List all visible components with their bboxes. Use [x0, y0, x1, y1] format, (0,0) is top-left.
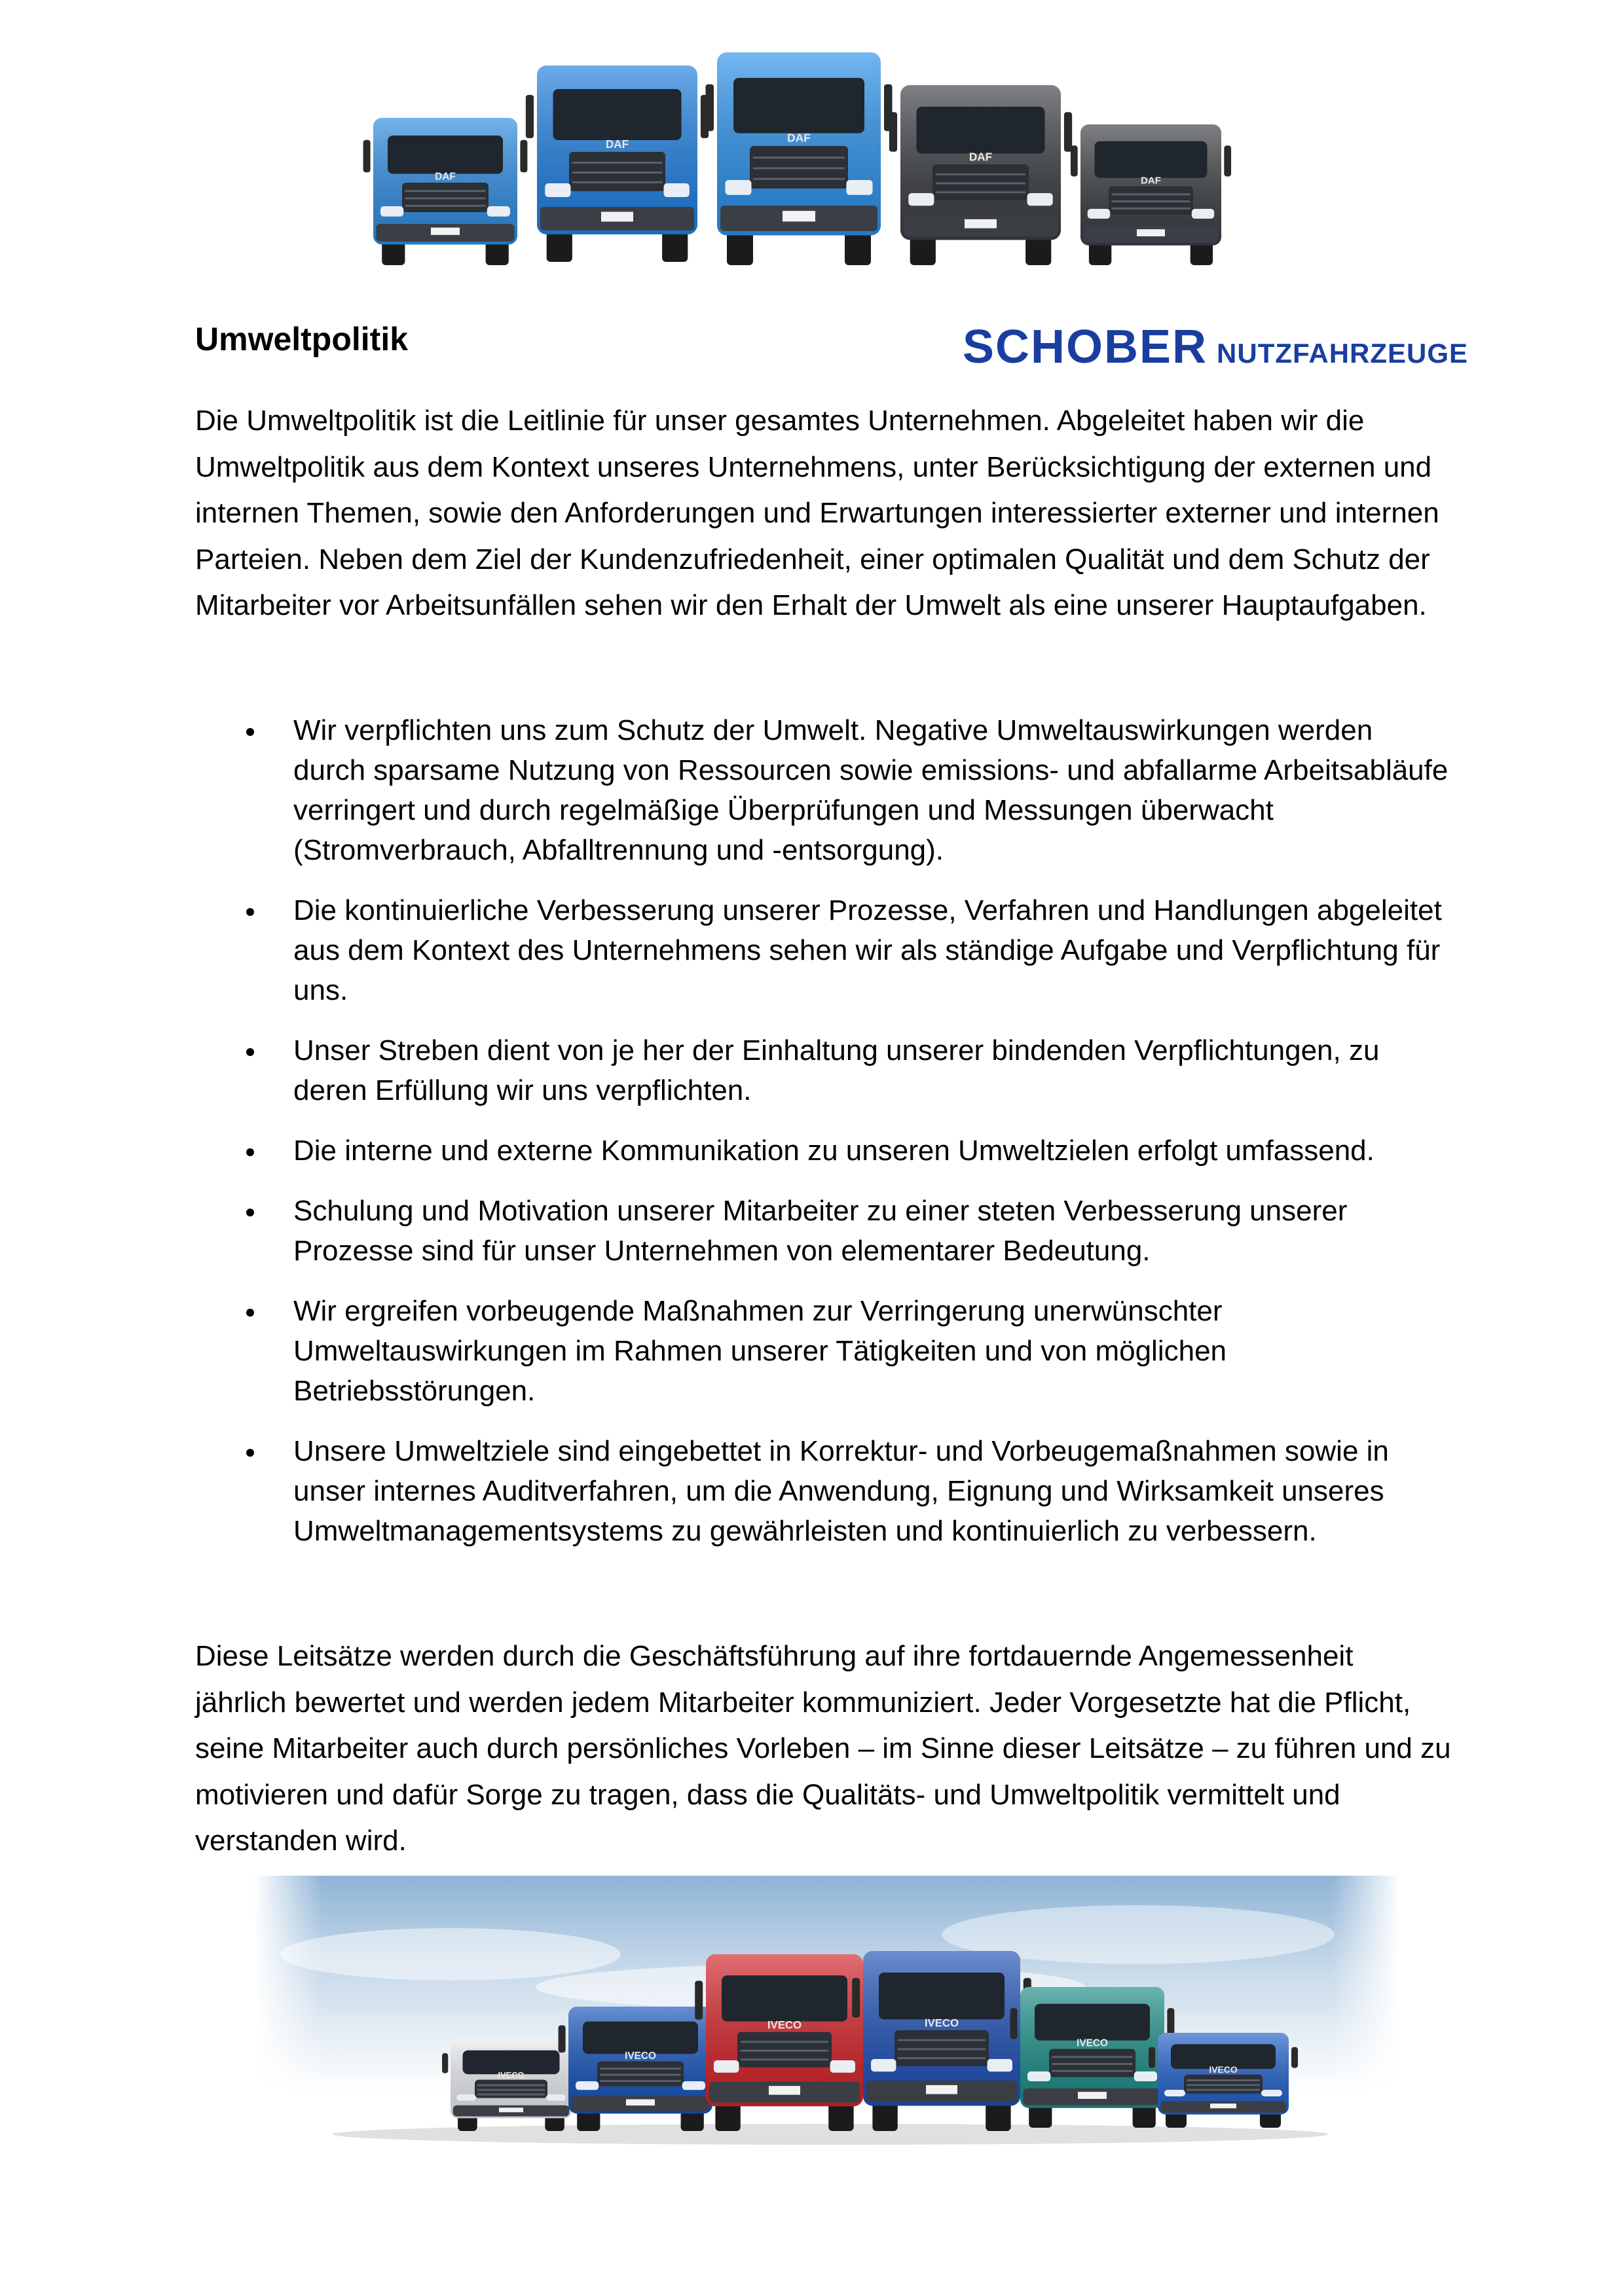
policy-bullet-list [195, 710, 1452, 1571]
list-item [195, 1030, 1452, 1110]
bullet-dot [246, 728, 254, 736]
intro-paragraph: Die Umweltpolitik ist die Leitlinie für unser gesamtes Unternehmen. Abgeleitet haben wir die Umweltpolitik aus dem Kontext unseres Unternehmens, unter Berücksichtigung der externen und internen Themen, sowie den Anforderungen und Erwartungen interessierter externer und internen Parteien. Neben dem Ziel der Kundenzufriedenheit, einer optimalen Qualität und dem Schutz der Mitarbeiter vor Arbeitsunfällen sehen wir den Erhalt der Umwelt als eine unserer Hauptaufgaben. [195, 405, 1439, 621]
list-item-text: Die interne und externe Kommunikation zu unseren Umweltzielen erfolgt umfassend. [293, 1135, 1375, 1167]
truck-front [706, 52, 893, 265]
truck-front [889, 85, 1072, 265]
list-item-text: Die kontinuierliche Verbesserung unserer Prozesse, Verfahren und Handlungen abgeleitet aus dem Kontext des Unternehmens sehen wir als ständige Aufgabe und Verpflichtung für uns. [293, 894, 1442, 1006]
list-item-text: Unsere Umweltziele sind eingebettet in Korrektur- und Vorbeugemaßnahmen sowie in unser internes Auditverfahren, um die Anwendung, Eignung und Wirksamkeit unseres Umweltmanagementsystems zu gewährleisten und kontinuierlich zu verbessern. [293, 1435, 1389, 1547]
svg-text:IVECO: IVECO [924, 2016, 959, 2030]
svg-text:IVECO: IVECO [1209, 2064, 1238, 2075]
logo-main-text: SCHOBER [963, 321, 1208, 373]
list-item-text: Wir verpflichten uns zum Schutz der Umwelt. Negative Umweltauswirkungen werden durch sparsame Nutzung von Ressourcen sowie emissions- und abfallarme Arbeitsabläufe verringert und durch regelmäßige Überprüfungen und Messungen überwacht (Stromverbrauch, Abfalltrennung und -entsorgung). [293, 714, 1449, 866]
truck-front [695, 1954, 874, 2131]
truck-front [852, 1951, 1031, 2131]
truck-front [442, 2039, 580, 2131]
truck-front [363, 118, 528, 265]
bullet-dot [246, 1449, 254, 1457]
svg-text:DAF: DAF [435, 171, 456, 183]
daf-trucks-banner [347, 52, 1238, 278]
svg-text:IVECO: IVECO [767, 2018, 802, 2032]
bullet-dot [246, 1209, 254, 1216]
list-item-text: Unser Streben dient von je her der Einhaltung unserer bindenden Verpflichtungen, zu deren Erfüllung wir uns verpflichten. [293, 1034, 1380, 1106]
svg-text:DAF: DAF [787, 131, 811, 145]
list-item-text: Schulung und Motivation unserer Mitarbeiter zu einer steten Verbesserung unserer Prozesse sind für unser Unternehmen von elementarer Bedeutung. [293, 1195, 1348, 1267]
list-item [195, 1191, 1452, 1271]
list-item-text: Wir ergreifen vorbeugende Maßnahmen zur Verringerung unerwünschter Umweltauswirkungen im Rahmen unserer Tätigkeiten und von möglichen Betriebsstörungen. [293, 1295, 1227, 1407]
truck-front [1149, 2033, 1298, 2128]
closing-paragraph: Diese Leitsätze werden durch die Geschäftsführung auf ihre fortdauernde Angemessenheit jährlich bewertet und werden jedem Mitarbeiter kommuniziert. Jeder Vorgesetzte hat die Pflicht, seine Mitarbeiter auch durch persönliches Vorleben – im Sinne dieser Leitsätze – zu führen und zu motivieren und dafür Sorge zu tragen, dass die Qualitäts- und Umweltpolitik vermittelt und verstanden wird. [195, 1640, 1451, 1857]
truck-front [559, 2007, 723, 2131]
bullet-dot [246, 1148, 254, 1156]
truck-front [526, 65, 709, 262]
list-item [195, 710, 1452, 870]
list-item [195, 1131, 1452, 1171]
svg-text:IVECO: IVECO [1077, 2037, 1108, 2049]
svg-text:DAF: DAF [1141, 175, 1161, 187]
page-title: Umweltpolitik [195, 321, 409, 357]
bullet-dot [246, 1309, 254, 1317]
list-item [195, 1431, 1452, 1551]
svg-text:DAF: DAF [969, 150, 993, 164]
company-logo [963, 321, 1469, 373]
iveco-trucks-banner [254, 1876, 1400, 2151]
list-item [195, 890, 1452, 1010]
truck-front [1071, 124, 1231, 265]
bullet-dot [246, 1048, 254, 1056]
svg-text:IVECO: IVECO [498, 2069, 525, 2080]
list-item [195, 1291, 1452, 1411]
logo-sub-text: NUTZFAHRZEUGE [1217, 338, 1469, 369]
bullet-dot [246, 908, 254, 916]
svg-text:DAF: DAF [605, 137, 629, 151]
svg-text:IVECO: IVECO [625, 2050, 656, 2062]
